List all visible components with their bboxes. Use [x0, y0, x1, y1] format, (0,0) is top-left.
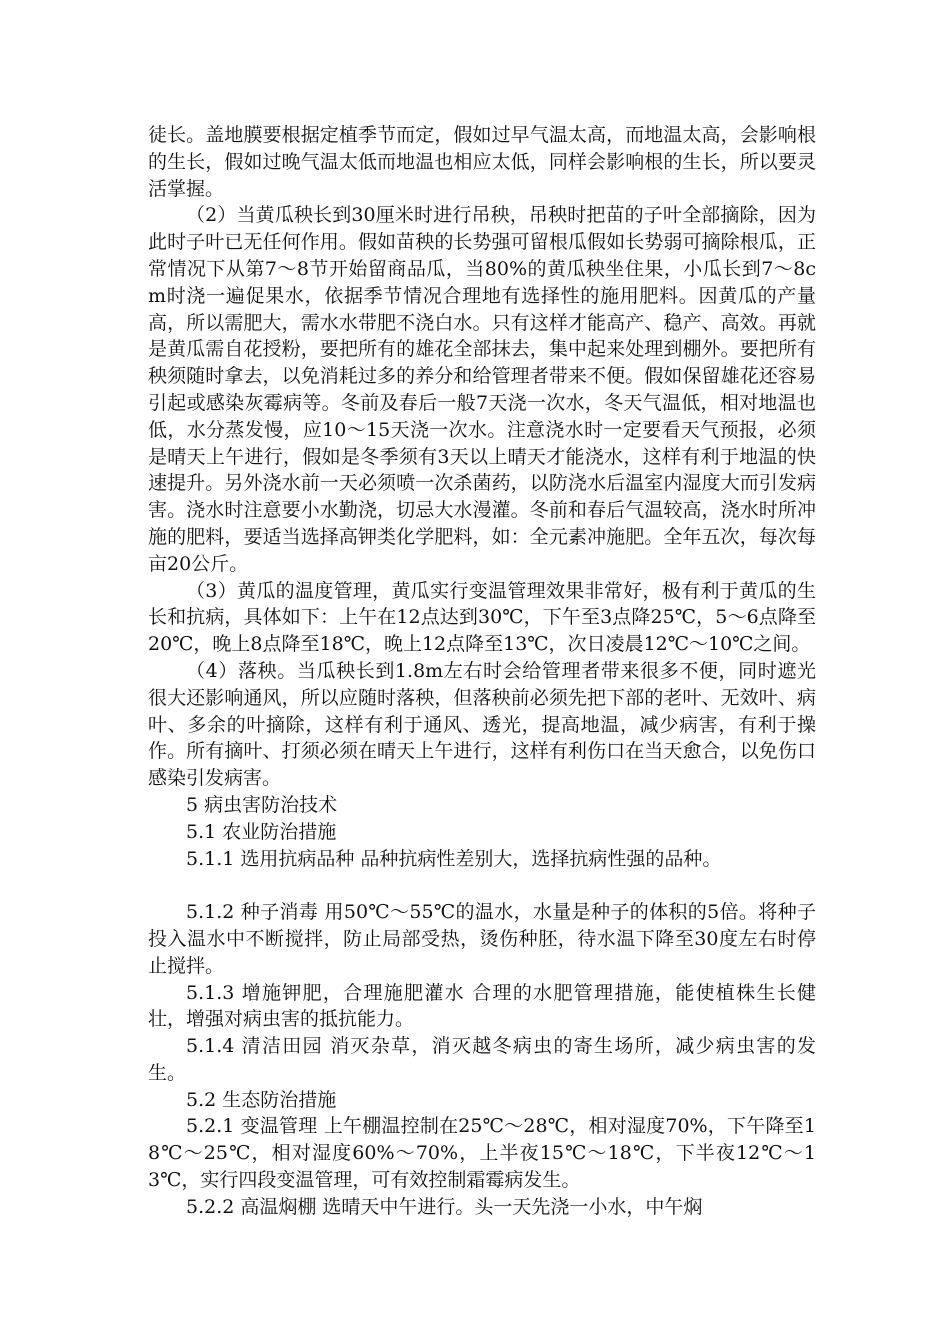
paragraph-lowering-vines: （4）落秧。当瓜秧长到1.8m左右时会给管理者带来很多不便，同时遮光很大还影响通风，所以应随时落秧，但落秧前必须先把下部的老叶、无效叶、病叶、多余的叶摘除，这样有利于通风、透光，提高地温，减少病害，有利于操作。所有摘叶、打须必须在晴天上午进行，这样有利伤口在当天愈合，以免伤口感染引发病害。	[148, 659, 816, 790]
item-seed-disinfection: 5.1.2 种子消毒 用50℃～55℃的温水，水量是种子的体积的5倍。将种子投入温水中不断搅拌，防止局部受热，烫伤种胚，待水温下降至30度左右时停止搅拌。	[148, 901, 816, 977]
document-page	[148, 122, 816, 1221]
section-heading-pest-control: 5 病虫害防治技术	[186, 793, 338, 816]
item-variable-temperature: 5.2.1 变温管理 上午棚温控制在25℃～28℃，相对湿度70%，下午降至18℃～25℃，相对湿度60%～70%，上半夜15℃～18℃，下半夜12℃～13℃，实行四段变温管理，可有效控制霜霉病发生。	[148, 1115, 816, 1192]
item-clean-fields: 5.1.4 清洁田园 消灭杂草，消灭越冬病虫的寄生场所，减少病虫害的发生。	[148, 1035, 816, 1084]
subsection-heading-ecological: 5.2 生态防治措施	[186, 1088, 337, 1111]
item-resistant-varieties: 5.1.1 选用抗病品种 品种抗病性差别大，选择抗病性强的品种。	[186, 847, 722, 870]
item-high-temperature-closure: 5.2.2 高温焖棚 选晴天中午进行。头一天先浇一小水，中午焖	[186, 1195, 703, 1218]
paragraph-temperature-management: （3）黄瓜的温度管理，黄瓜实行变温管理效果非常好，极有利于黄瓜的生长和抗病，具体如下：上午在12点达到30℃，下午至3点降25℃，5～6点降至20℃，晚上8点降至18℃，晚上12点降至13℃，次日凌晨12℃～10℃之间。	[148, 579, 816, 656]
paragraph-intro: 徒长。盖地膜要根据定植季节而定，假如过早气温太高，而地温太高，会影响根的生长，假如过晚气温太低而地温也相应太低，同样会影响根的生长，所以要灵活掌握。	[148, 124, 816, 200]
paragraph-hanging-vines: （2）当黄瓜秧长到30厘米时进行吊秧，吊秧时把苗的子叶全部摘除，因为此时子叶已无任何作用。假如苗秧的长势强可留根瓜假如长势弱可摘除根瓜，正常情况下从第7～8节开始留商品瓜，当80%的黄瓜秧坐住果，小瓜长到7～8cm时浇一遍促果水，依据季节情况合理地有选择性的施用肥料。因黄瓜的产量高，所以需肥大，需水水带肥不浇白水。只有这样才能高产、稳产、高效。再就是黄瓜需自花授粉，要把所有的雄花全部抹去，集中起来处理到棚外。要把所有秧须随时拿去，以免消耗过多的养分和给管理者带来不便。假如保留雄花还容易引起或感染灰霉病等。冬前及春后一般7天浇一次水，冬天气温低，相对地温也低，水分蒸发慢，应10～15天浇一次水。注意浇水时一定要看天气预报，必须是晴天上午进行，假如是冬季须有3天以上晴天才能浇水，这样有利于地温的快速提升。另外浇水前一天必须喷一次杀菌药，以防浇水后温室内湿度大而引发病害。浇水时注意要小水勤浇，切忌大水漫灌。冬前和春后气温较高，浇水时所冲施的肥料，要适当选择高钾类化学肥料，如：全元素冲施肥。全年五次，每次每亩20公斤。	[148, 204, 816, 575]
subsection-heading-agricultural: 5.1 农业防治措施	[186, 820, 337, 843]
item-potash-fertilizer: 5.1.3 增施钾肥，合理施肥灌水 合理的水肥管理措施，能使植株生长健壮，增强对病虫害的抵抗能力。	[148, 981, 816, 1031]
